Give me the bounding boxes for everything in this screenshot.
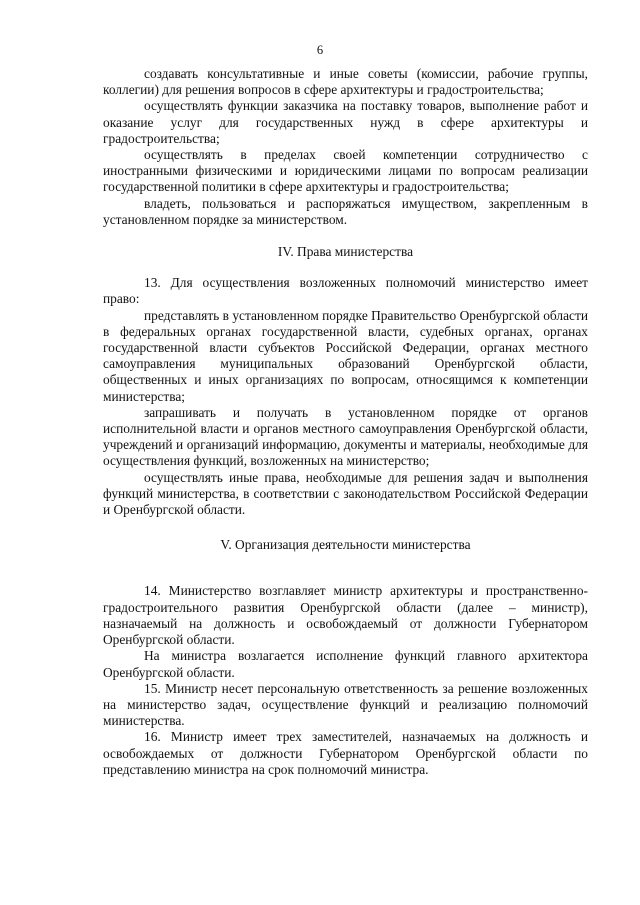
paragraph-create-councils: создавать консультативные и иные советы (комиссии, рабочие группы, коллегии) для решения вопросов в сфере архитектуры и градостроительства;: [103, 66, 588, 98]
section-heading-organization: V. Организация деятельности министерства: [220, 537, 471, 553]
paragraph-other-rights: осуществлять иные права, необходимые для решения задач и выполнения функций министерства, в соответствии с законодательством Российской Федерации и Оренбургской области.: [103, 469, 588, 518]
paragraph-property: владеть, пользоваться и распоряжаться имуществом, закрепленным в установленном порядке за министерством.: [103, 195, 588, 227]
paragraph-foreign-cooperation: осуществлять в пределах своей компетенции сотрудничество с иностранными физическими и юридическими лицами по вопросам реализации государственной политики в сфере архитектуры и градостроительства;: [103, 147, 588, 195]
paragraph-13-rights-intro: 13. Для осуществления возложенных полномочий министерство имеет право:: [103, 275, 588, 307]
paragraph-chief-architect: На министра возлагается исполнение функций главного архитектора Оренбургской области.: [103, 648, 588, 680]
paragraph-14-minister: 14. Министерство возглавляет министр архитектуры и пространственно-градостроительного развития Оренбургской области (далее – министр), назначаемый на должность и освобождаемый от должности Губернатором Оренбургской области.: [103, 583, 588, 648]
paragraph-request-information: запрашивать и получать в установленном порядке от органов исполнительной власти и органов местного самоуправления Оренбургской области, учреждений и организаций информацию, документы и материалы, необходимые для осуществления функций, возложенных на министерство;: [103, 404, 588, 469]
paragraph-represent: представлять в установленном порядке Правительство Оренбургской области в федеральных органах государственной власти, судебных органах, органах государственной власти субъектов Российской Федерации, органах местного самоуправления муниципальных образований Оренбургской области, общественных и иных организациях по вопросам, относящимся к компетенции министерства;: [103, 307, 588, 404]
paragraph-customer-functions: осуществлять функции заказчика на поставку товаров, выполнение работ и оказание услуг для государственных нужд в сфере архитектуры и градостроительства;: [103, 98, 588, 146]
document-body: [103, 66, 588, 778]
page-number: 6: [316, 43, 324, 57]
section-heading-rights: IV. Права министерства: [277, 244, 414, 260]
paragraph-15-responsibility: 15. Министр несет персональную ответственность за решение возложенных на министерство задач, осуществление функций и реализацию полномочий министерства.: [103, 680, 588, 729]
paragraph-16-deputies: 16. Министр имеет трех заместителей, назначаемых на должность и освобождаемых от должности Губернатором Оренбургской области по представлению министра на срок полномочий министра.: [103, 729, 588, 777]
